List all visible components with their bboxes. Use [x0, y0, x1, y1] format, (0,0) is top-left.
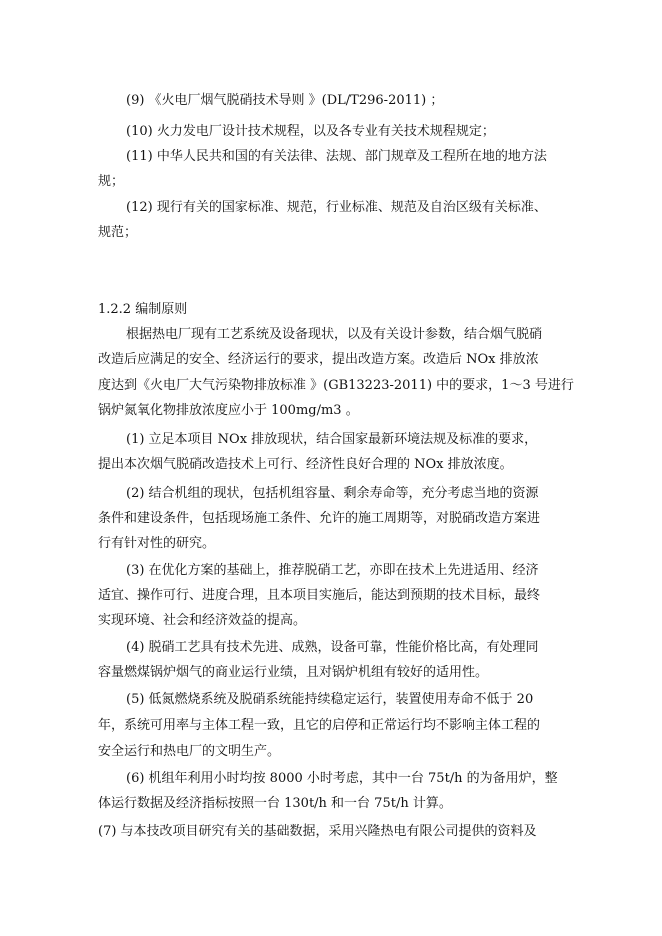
reference-9: (9) 《火电厂烟气脱硝技术导则 》(DL/T296-2011) ； — [126, 93, 444, 108]
item-2-line-1: (2) 结合机组的现状，包括机组容量、剩余寿命等，充分考虑当地的资源 — [126, 486, 539, 501]
intro-line-1: 根据热电厂现有工艺系统及设备现状，以及有关设计参数，结合烟气脱硝 — [126, 327, 543, 342]
item-4-line-1: (4) 脱硝工艺具有技术先进、成熟，设备可靠，性能价格比高，有处理同 — [126, 640, 539, 655]
intro-line-3: 度达到《火电厂大气污染物排放标准 》(GB13223-2011) 中的要求，1～3 号进行 — [98, 378, 574, 393]
item-3-line-1: (3) 在优化方案的基础上，推荐脱硝工艺，亦即在技术上先进适用、经济 — [126, 563, 539, 578]
item-4-line-2: 容量燃煤锅炉烟气的商业运行业绩，且对锅炉机组有较好的适用性。 — [98, 665, 489, 680]
item-5-line-3: 安全运行和热电厂的文明生产。 — [98, 744, 281, 759]
item-2-line-3: 行有针对性的研究。 — [98, 536, 216, 551]
reference-12-line-1: (12) 现行有关的国家标准、规范，行业标准、规范及自治区级有关标准、 — [126, 200, 547, 215]
item-6-line-2: 体运行数据及经济指标按照一台 130t/h 和一台 75t/h 计算。 — [98, 796, 452, 811]
item-1-line-1: (1) 立足本项目 NOx 排放现状，结合国家最新环境法规及标准的要求， — [126, 432, 538, 447]
item-6-line-1: (6) 机组年利用小时均按 8000 小时考虑，其中一台 75t/h 的为备用炉，整 — [126, 771, 558, 786]
section-heading: 1.2.2 编制原则 — [98, 302, 188, 317]
item-3-line-2: 适宜、操作可行、进度合理，且本项目实施后，能达到预期的技术目标，最终 — [98, 588, 541, 603]
intro-line-2: 改造后应满足的安全、经济运行的要求，提出改造方案。改造后 NOx 排放浓 — [98, 352, 539, 367]
item-2-line-2: 条件和建设条件，包括现场施工条件、允许的施工周期等，对脱硝改造方案进 — [98, 511, 541, 526]
item-5-line-2: 年，系统可用率与主体工程一致，且它的启停和正常运行均不影响主体工程的 — [98, 718, 541, 733]
item-1-line-2: 提出本次烟气脱硝改造技术上可行、经济性良好合理的 NOx 排放浓度。 — [98, 457, 513, 472]
reference-12-line-2: 规范； — [98, 225, 138, 240]
reference-10: (10) 火力发电厂设计技术规程，以及各专业有关技术规程规定； — [126, 124, 495, 139]
item-3-line-3: 实现环境、社会和经济效益的提高。 — [98, 613, 307, 628]
item-5-line-1: (5) 低氮燃烧系统及脱硝系统能持续稳定运行，装置使用寿命不低于 20 — [126, 692, 534, 707]
item-7-line-1: (7) 与本技改项目研究有关的基础数据，采用兴隆热电有限公司提供的资料及 — [98, 824, 537, 839]
reference-11-line-1: (11) 中华人民共和国的有关法律、法规、部门规章及工程所在地的地方法 — [126, 149, 547, 164]
reference-11-line-2: 规； — [98, 174, 125, 189]
intro-line-4: 锅炉氮氧化物排放浓度应小于 100mg/m3 。 — [98, 403, 359, 418]
